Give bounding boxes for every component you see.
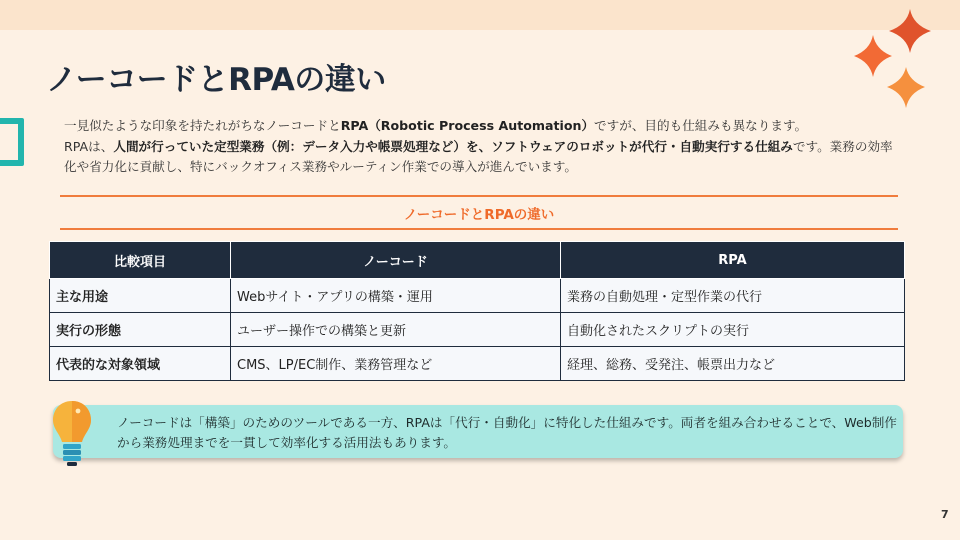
table-cell: CMS、LP/EC制作、業務管理など xyxy=(231,347,561,381)
intro-text: です。業務の効率化や省力化に貢献し、特にバックオフィス業務やルーティン作業での導入が進んでいます。 xyxy=(64,138,893,174)
table-header-row xyxy=(50,242,905,279)
intro-bold: RPA（Robotic Process Automation） xyxy=(340,118,595,133)
intro-text: ですが、目的も仕組みも異なります。 xyxy=(594,118,808,133)
section-title: ノーコードとRPAの違い xyxy=(403,207,555,223)
table-row-header: 実行の形態 xyxy=(50,313,231,347)
table-header-cell: ノーコード xyxy=(231,242,561,279)
intro-text: 一見似たような印象を持たれがちなノーコードと xyxy=(64,118,341,133)
table-row xyxy=(50,313,905,347)
page-number: 7 xyxy=(941,508,949,521)
table-row-header: 主な用途 xyxy=(50,279,231,313)
table-header-cell: RPA xyxy=(561,242,905,279)
table-cell: 自動化されたスクリプトの実行 xyxy=(561,313,905,347)
sparkle-icon xyxy=(845,5,940,115)
callout-box xyxy=(53,405,903,458)
table-row-header: 代表的な対象領域 xyxy=(50,347,231,381)
table-header-cell: 比較項目 xyxy=(50,242,231,279)
table-cell: Webサイト・アプリの構築・運用 xyxy=(231,279,561,313)
table-row xyxy=(50,279,905,313)
teal-bracket-decoration xyxy=(0,118,24,166)
intro-paragraph xyxy=(64,116,894,178)
callout-text: ノーコードは「構築」のためのツールである一方、RPAは「代行・自動化」に特化した仕組みです。両者を組み合わせることで、Web制作から業務処理までを一貫して効率化する活用法もあります。 xyxy=(117,415,897,450)
page-title: ノーコードとRPAの違い xyxy=(46,62,386,98)
intro-bold: 人間が行っていた定型業務（例：データ入力や帳票処理など）を、ソフトウェアのロボットが代行・自動実行する仕組み xyxy=(113,138,793,154)
lightbulb-icon xyxy=(51,399,93,467)
section-rule-bottom xyxy=(60,228,898,230)
table-cell: 業務の自動処理・定型作業の代行 xyxy=(561,279,905,313)
table-row xyxy=(50,347,905,381)
intro-text: RPAは、 xyxy=(64,138,114,154)
table-cell: 経理、総務、受発注、帳票出力など xyxy=(561,347,905,381)
section-rule-top xyxy=(60,195,898,197)
table-cell: ユーザー操作での構築と更新 xyxy=(231,313,561,347)
comparison-table xyxy=(49,241,905,381)
top-band xyxy=(0,0,960,30)
